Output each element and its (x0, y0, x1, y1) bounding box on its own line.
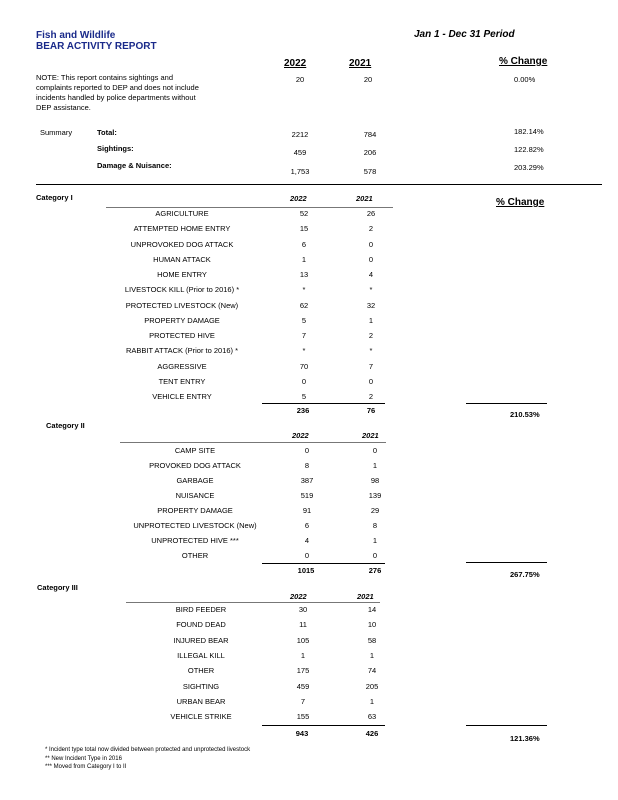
category-row-current: 459 (296, 682, 310, 691)
category-header-rule (106, 207, 393, 208)
report-title: BEAR ACTIVITY REPORT (36, 41, 157, 52)
report-period: Jan 1 - Dec 31 Period (414, 29, 515, 40)
category-row-label: UNPROTECTED LIVESTOCK (New) (133, 521, 257, 530)
category-change-rule (466, 562, 547, 563)
category-row-current: 155 (296, 712, 310, 721)
category-row-previous: * (369, 346, 373, 355)
category-row-label: PROPERTY DAMAGE (144, 316, 220, 325)
category-row-previous: 58 (367, 636, 377, 645)
category-year-current: 2022 (290, 592, 307, 601)
category-row-current: 62 (299, 301, 309, 310)
category-row-previous: 74 (367, 666, 377, 675)
category-total-current: 943 (295, 729, 309, 738)
category-row-label: PROVOKED DOG ATTACK (149, 461, 241, 470)
category-change-rule (466, 725, 547, 726)
category-row-previous: 0 (372, 551, 378, 560)
category-row-current: 15 (299, 224, 309, 233)
category-change: 210.53% (510, 410, 540, 419)
note-current: 20 (295, 75, 305, 84)
pct-change-header: % Change (499, 56, 548, 67)
category-row-label: HUMAN ATTACK (153, 255, 211, 264)
category-row-current: 70 (299, 362, 309, 371)
category-row-label: VEHICLE ENTRY (152, 392, 212, 401)
category-total-previous: 426 (365, 729, 379, 738)
summary-row-label: Sightings: (97, 144, 134, 153)
category-row-current: 5 (301, 316, 307, 325)
category-row-label: OTHER (187, 666, 215, 675)
category-total-current: 236 (296, 406, 310, 415)
category-row-label: ATTEMPTED HOME ENTRY (133, 224, 231, 233)
category-row-label: BIRD FEEDER (175, 605, 227, 614)
year-previous-header: 2021 (349, 58, 372, 69)
category-year-previous: 2021 (357, 592, 374, 601)
report-note: NOTE: This report contains sightings and complaints reported to DEP and does not include incidents handled by police departments without DEP assistance. (36, 73, 199, 112)
summary-row-previous: 784 (363, 130, 377, 139)
category-row-current: 6 (304, 521, 310, 530)
category-row-label: GARBAGE (176, 476, 214, 485)
category-row-label: PROPERTY DAMAGE (157, 506, 233, 515)
category-row-label: UNPROTECTED HIVE *** (151, 536, 239, 545)
category-year-current: 2022 (292, 431, 309, 440)
note-change: 0.00% (514, 75, 536, 84)
category-row-current: 91 (302, 506, 312, 515)
category-row-label: OTHER (181, 551, 209, 560)
category-row-current: 519 (300, 491, 314, 500)
category-row-previous: 4 (368, 270, 374, 279)
category-row-current: 387 (300, 476, 314, 485)
summary-row-change: 203.29% (514, 163, 544, 172)
category-change: 121.36% (510, 734, 540, 743)
category-row-label: PROTECTED HIVE (149, 331, 215, 340)
footnote: ** New Incident Type in 2016 (45, 755, 122, 762)
category-row-previous: 63 (367, 712, 377, 721)
summary-row-current: 459 (293, 148, 307, 157)
category-row-label: INJURED BEAR (173, 636, 229, 645)
category-row-label: PROTECTED LIVESTOCK (New) (125, 301, 239, 310)
summary-row-change: 122.82% (514, 145, 544, 154)
category-row-previous: 8 (372, 521, 378, 530)
category-total-rule (262, 403, 385, 404)
category-change-rule (466, 403, 547, 404)
category-row-previous: 14 (367, 605, 377, 614)
section-divider (36, 184, 602, 185)
summary-row-current: 2212 (291, 130, 309, 139)
category-row-previous: 29 (370, 506, 380, 515)
summary-row-label: Total: (97, 128, 117, 137)
category-row-current: 0 (301, 377, 307, 386)
category-row-current: 13 (299, 270, 309, 279)
org-name: Fish and Wildlife (36, 30, 116, 41)
category-row-label: SIGHTING (182, 682, 220, 691)
category-row-previous: 1 (368, 316, 374, 325)
category-row-current: 0 (304, 551, 310, 560)
summary-label: Summary (40, 128, 73, 137)
category-row-current: 7 (301, 331, 307, 340)
category-row-previous: 0 (368, 255, 374, 264)
category-header-rule (126, 602, 380, 603)
category-total-current: 1015 (297, 566, 315, 575)
category-row-label: LIVESTOCK KILL (Prior to 2016) * (124, 285, 240, 294)
category-total-rule (262, 563, 385, 564)
category-row-previous: * (369, 285, 373, 294)
category-row-previous: 2 (368, 331, 374, 340)
summary-row-change: 182.14% (514, 127, 544, 136)
category-row-current: 52 (299, 209, 309, 218)
category-year-previous: 2021 (362, 431, 379, 440)
category-row-label: UNPROVOKED DOG ATTACK (130, 240, 234, 249)
summary-row-previous: 206 (363, 148, 377, 157)
category-row-current: 11 (299, 620, 307, 629)
category-row-previous: 1 (369, 651, 375, 660)
category-row-current: 7 (300, 697, 306, 706)
category-row-label: HOME ENTRY (157, 270, 207, 279)
category-row-previous: 10 (367, 620, 377, 629)
category-row-current: 8 (304, 461, 310, 470)
note-previous: 20 (363, 75, 373, 84)
category-year-previous: 2021 (356, 194, 373, 203)
category-row-current: 5 (301, 392, 307, 401)
category-row-current: * (302, 285, 306, 294)
category-row-current: 105 (296, 636, 310, 645)
category-row-previous: 1 (372, 536, 378, 545)
category-row-current: 0 (304, 446, 310, 455)
category-row-label: FOUND DEAD (176, 620, 226, 629)
category-row-label: CAMP SITE (174, 446, 216, 455)
category-row-label: URBAN BEAR (176, 697, 226, 706)
category-row-label: VEHICLE STRIKE (170, 712, 232, 721)
category-row-previous: 26 (366, 209, 376, 218)
summary-row-label: Damage & Nuisance: (97, 161, 172, 170)
category-row-previous: 32 (366, 301, 376, 310)
category-row-current: 30 (298, 605, 308, 614)
category-row-previous: 139 (368, 491, 382, 500)
category-row-label: RABBIT ATTACK (Prior to 2016) * (125, 346, 239, 355)
category-change: 267.75% (510, 570, 540, 579)
category-year-current: 2022 (290, 194, 307, 203)
category-row-current: 4 (304, 536, 310, 545)
category-row-current: * (302, 346, 306, 355)
footnote: * Incident type total now divided between protected and unprotected livestock (45, 747, 251, 753)
category-total-previous: 76 (366, 406, 376, 415)
category-row-label: TENT ENTRY (158, 377, 206, 386)
summary-row-previous: 578 (363, 167, 377, 176)
category-row-label: AGRICULTURE (155, 209, 209, 218)
category-row-previous: 2 (368, 224, 374, 233)
category-row-label: ILLEGAL KILL (177, 651, 225, 660)
category-row-current: 175 (296, 666, 310, 675)
category-row-current: 1 (301, 255, 307, 264)
footnote: *** Moved from Category I to II (45, 764, 127, 770)
category-row-label: NUISANCE (175, 491, 215, 500)
category-row-previous: 7 (368, 362, 374, 371)
category-row-current: 6 (301, 240, 307, 249)
category-row-current: 1 (300, 651, 306, 660)
category-row-previous: 0 (372, 446, 378, 455)
category-total-rule (262, 725, 385, 726)
category-name: Category III (37, 583, 78, 592)
category-row-previous: 1 (372, 461, 378, 470)
category-pct-change-header: % Change (496, 197, 545, 208)
summary-row-current: 1,753 (290, 167, 310, 176)
category-row-previous: 0 (368, 240, 374, 249)
category-row-label: AGGRESSIVE (157, 362, 207, 371)
category-row-previous: 98 (370, 476, 380, 485)
category-header-rule (120, 442, 386, 443)
category-row-previous: 0 (368, 377, 374, 386)
category-name: Category I (36, 193, 73, 202)
category-name: Category II (46, 421, 85, 430)
category-row-previous: 205 (365, 682, 379, 691)
category-row-previous: 2 (368, 392, 374, 401)
category-row-previous: 1 (369, 697, 375, 706)
category-total-previous: 276 (368, 566, 382, 575)
year-current-header: 2022 (284, 58, 307, 69)
